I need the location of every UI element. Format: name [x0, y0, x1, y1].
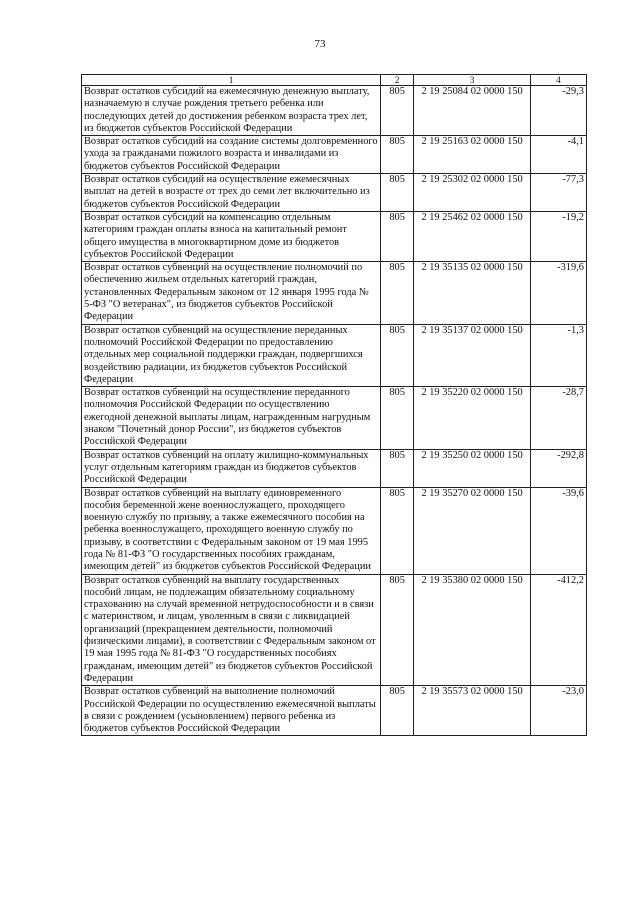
row-description: Возврат остатков субвенций на оплату жилищно-коммунальных услуг отдельным категориям граждан из бюджетов субъектов Российской Федерации	[82, 449, 381, 487]
row-description: Возврат остатков субсидий на ежемесячную денежную выплату, назначаемую в случае рождения третьего ребенка или последующих детей до достижения ребенком возраста трех лет, из бюджетов субъектов Российской Федерации	[82, 86, 381, 136]
row-description: Возврат остатков субсидий на создание системы долговременного ухода за гражданами пожилого возраста и инвалидами из бюджетов субъектов Российской Федерации	[82, 136, 381, 174]
page-number: 73	[314, 38, 326, 50]
row-code: 805	[381, 262, 414, 324]
row-kbk: 2 19 35135 02 0000 150	[414, 262, 531, 324]
budget-table	[81, 74, 587, 736]
table-row	[82, 86, 587, 136]
row-amount: -77,3	[531, 174, 587, 212]
header-col-4: 4	[531, 75, 587, 86]
row-amount: -29,3	[531, 86, 587, 136]
table-row	[82, 211, 587, 261]
row-code: 805	[381, 211, 414, 261]
row-amount: -39,6	[531, 487, 587, 574]
row-description: Возврат остатков субвенций на осуществление полномочий по обеспечению жильем отдельных категорий граждан, установленных Федеральным законом от 12 января 1995 года № 5-ФЗ "О ветеранах", из бюджетов субъектов Российской Федерации	[82, 262, 381, 324]
table-row	[82, 387, 587, 449]
row-code: 805	[381, 174, 414, 212]
row-amount: -1,3	[531, 324, 587, 386]
table-row	[82, 487, 587, 574]
table-row	[82, 686, 587, 736]
row-code: 805	[381, 686, 414, 736]
row-amount: -4,1	[531, 136, 587, 174]
table-row	[82, 262, 587, 324]
table-row	[82, 324, 587, 386]
row-amount: -23,0	[531, 686, 587, 736]
row-kbk: 2 19 35137 02 0000 150	[414, 324, 531, 386]
table-row	[82, 174, 587, 212]
row-description: Возврат остатков субвенций на выплату единовременного пособия беременной жене военнослужащего, проходящего военную службу по призыву, а также ежемесячного пособия на ребенка военнослужащего, проходящего военную службу по призыву, в соответствии с Федеральным законом от 19 мая 1995 года № 81-ФЗ "О государственных пособиях гражданам, имеющим детей" из бюджетов субъектов Российской Федерации	[82, 487, 381, 574]
row-kbk: 2 19 35270 02 0000 150	[414, 487, 531, 574]
row-amount: -412,2	[531, 574, 587, 686]
row-amount: -292,8	[531, 449, 587, 487]
row-kbk: 2 19 35573 02 0000 150	[414, 686, 531, 736]
row-amount: -28,7	[531, 387, 587, 449]
row-code: 805	[381, 324, 414, 386]
row-description: Возврат остатков субвенций на осуществление переданных полномочий Российской Федерации по предоставлению отдельных мер социальной поддержки граждан, подвергшихся воздействию радиации, из бюджетов субъектов Российской Федерации	[82, 324, 381, 386]
header-col-1: 1	[82, 75, 381, 86]
header-col-3: 3	[414, 75, 531, 86]
row-description: Возврат остатков субвенций на осуществление переданного полномочия Российской Федерации по осуществлению ежегодной денежной выплаты лицам, награжденным нагрудным знаком "Почетный донор России", из бюджетов субъектов Российской Федерации	[82, 387, 381, 449]
table-header-row	[82, 75, 587, 86]
row-description: Возврат остатков субвенций на выполнение полномочий Российской Федерации по осуществлению ежемесячной выплаты в связи с рождением (усыновлением) первого ребенка из бюджетов субъектов Российской Федерации	[82, 686, 381, 736]
row-description: Возврат остатков субсидий на осуществление ежемесячных выплат на детей в возрасте от трех до семи лет включительно из бюджетов субъектов Российской Федерации	[82, 174, 381, 212]
row-kbk: 2 19 35250 02 0000 150	[414, 449, 531, 487]
row-code: 805	[381, 449, 414, 487]
row-kbk: 2 19 25084 02 0000 150	[414, 86, 531, 136]
row-description: Возврат остатков субвенций на выплату государственных пособий лицам, не подлежащим обязательному социальному страхованию на случай временной нетрудоспособности и в связи с материнством, и лицам, уволенным в связи с ликвидацией организаций (прекращением деятельности, полномочий физическими лицами), в соответствии с Федеральным законом от 19 мая 1995 года № 81-ФЗ "О государственных пособиях гражданам, имеющим детей" из бюджетов субъектов Российской Федерации	[82, 574, 381, 686]
row-kbk: 2 19 35220 02 0000 150	[414, 387, 531, 449]
row-kbk: 2 19 25462 02 0000 150	[414, 211, 531, 261]
row-code: 805	[381, 86, 414, 136]
row-kbk: 2 19 25163 02 0000 150	[414, 136, 531, 174]
row-kbk: 2 19 35380 02 0000 150	[414, 574, 531, 686]
table-row	[82, 574, 587, 686]
row-amount: -19,2	[531, 211, 587, 261]
header-col-2: 2	[381, 75, 414, 86]
row-code: 805	[381, 387, 414, 449]
table-row	[82, 449, 587, 487]
row-description: Возврат остатков субсидий на компенсацию отдельным категориям граждан оплаты взноса на капитальный ремонт общего имущества в многоквартирном доме из бюджетов субъектов Российской Федерации	[82, 211, 381, 261]
row-amount: -319,6	[531, 262, 587, 324]
table-row	[82, 136, 587, 174]
row-code: 805	[381, 136, 414, 174]
row-code: 805	[381, 574, 414, 686]
row-code: 805	[381, 487, 414, 574]
row-kbk: 2 19 25302 02 0000 150	[414, 174, 531, 212]
